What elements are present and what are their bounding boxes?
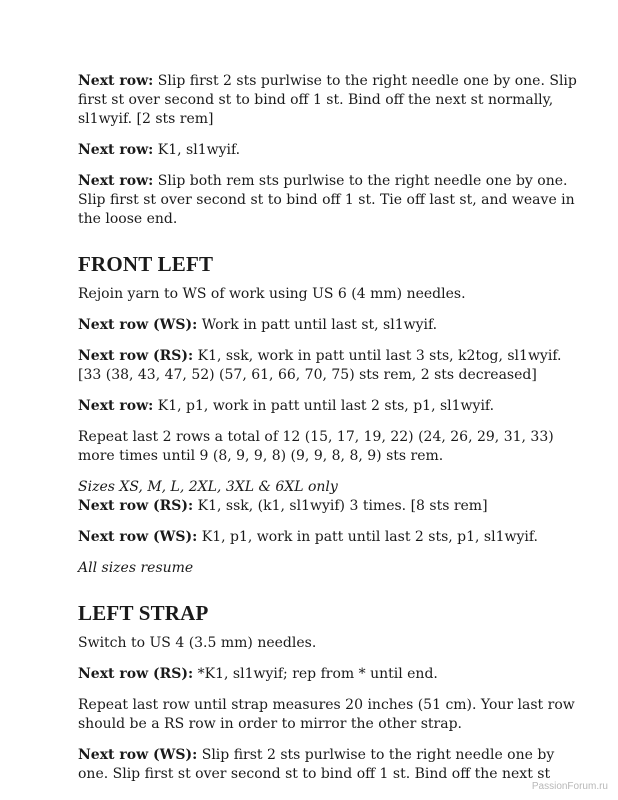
instruction-row: Next row (RS): *K1, sl1wyif; rep from * until end. (78, 666, 438, 682)
instruction-row: Next row: Slip first 2 sts purlwise to the right needle one by one. Slip first st over second st to bind off 1 st. Bind off the next st normally, sl1wyif. [2 sts rem] (78, 73, 577, 127)
watermark: PassionForum.ru (531, 781, 608, 792)
instruction-row: Next row (RS): K1, ssk, work in patt until last 3 sts, k2tog, sl1wyif. [33 (38, 43, 47, 52) (57, 61, 66, 70, 75) sts rem, 2 sts decreased] (78, 348, 562, 383)
instruction-row: Next row: Slip both rem sts purlwise to the right needle one by one. Slip first st over second st to bind off 1 st. Tie off last st, and weave in the loose end. (78, 173, 575, 227)
repeat-instruction: Repeat last 2 rows a total of 12 (15, 17, 19, 22) (24, 26, 29, 31, 33) more times until 9 (8, 9, 9, 8) (9, 9, 8, 8, 9) sts rem. (78, 429, 554, 464)
section-heading-front-left: FRONT LEFT (78, 252, 214, 276)
resume-note: All sizes resume (78, 560, 194, 576)
section-intro: Rejoin yarn to WS of work using US 6 (4 mm) needles. (78, 286, 466, 302)
repeat-instruction: Repeat last row until strap measures 20 inches (51 cm). Your last row should be a RS row in order to mirror the other strap. (78, 697, 575, 732)
sizes-note: Sizes XS, M, L, 2XL, 3XL & 6XL only (78, 479, 338, 495)
instruction-row: Next row (WS): Slip first 2 sts purlwise to the right needle one by one. Slip first st over second st to bind off 1 st. Bind off the next st (78, 747, 555, 782)
instruction-row: Next row: K1, sl1wyif. (78, 142, 241, 158)
instruction-row: Next row (WS): K1, p1, work in patt until last 2 sts, p1, sl1wyif. (78, 529, 539, 545)
instruction-row: Next row: K1, p1, work in patt until last 2 sts, p1, sl1wyif. (78, 398, 495, 414)
document-page (78, 72, 578, 796)
instruction-row: Next row (RS): K1, ssk, (k1, sl1wyif) 3 times. [8 sts rem] (78, 498, 488, 514)
section-heading-left-strap: LEFT STRAP (78, 601, 209, 625)
section-intro: Switch to US 4 (3.5 mm) needles. (78, 635, 317, 651)
instruction-row: Next row (WS): Work in patt until last st, sl1wyif. (78, 317, 438, 333)
